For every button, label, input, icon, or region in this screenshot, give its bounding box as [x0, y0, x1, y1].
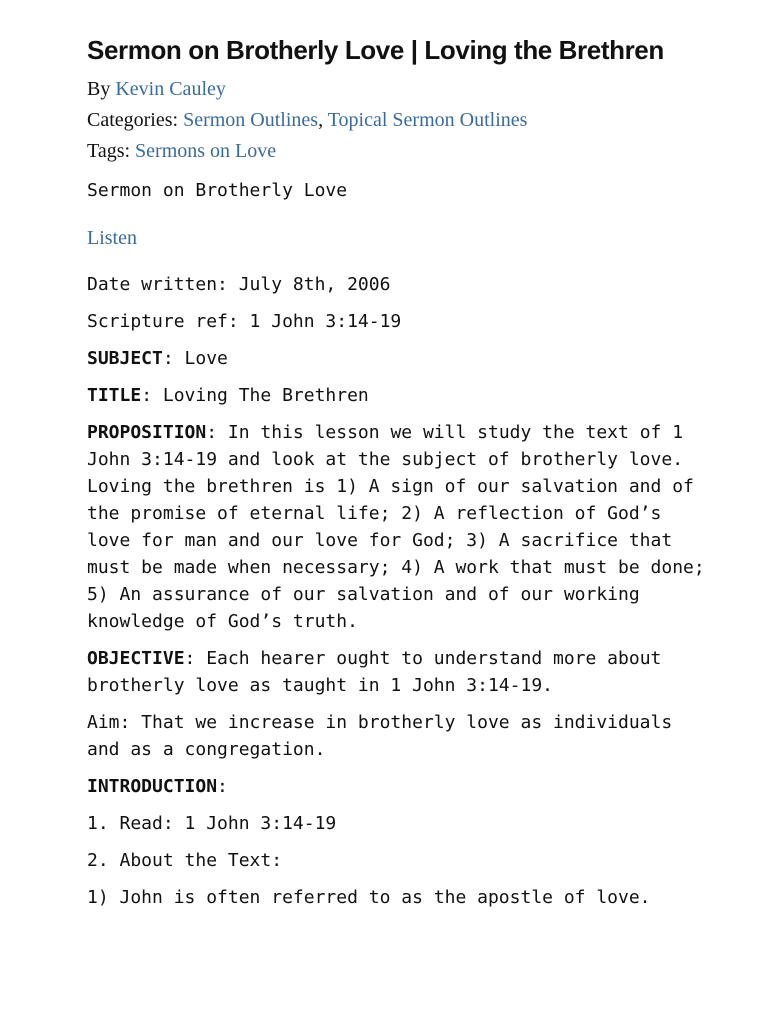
subject-line	[87, 345, 708, 372]
tags	[87, 136, 708, 167]
categories-prefix: Categories:	[87, 109, 184, 131]
proposition-paragraph	[87, 419, 716, 635]
proposition-text: : In this lesson we will study the text of 1 John 3:14-19 and look at the subject of brotherly love. Loving the brethren is 1) A sign of our salvation and of the promise of eternal life; 2) A reflection of God’s love for man and our love for God; 3) A sacrifice that must be made when necessary; 4) A work that must be done; 5) An assurance of our salvation and of our working knowledge of God’s truth.	[87, 422, 716, 632]
introduction-heading	[87, 773, 708, 800]
introduction-colon: :	[217, 776, 228, 797]
listen-paragraph	[87, 223, 708, 254]
sermon-subtitle: Sermon on Brotherly Love	[87, 180, 348, 201]
scripture-ref: Scripture ref: 1 John 3:14-19	[87, 311, 402, 332]
title-line	[87, 382, 708, 409]
byline	[87, 74, 708, 105]
intro-point-2: 2. About the Text:	[87, 850, 283, 871]
sub-point-1: 1) John is often referred to as the apostle of love.	[87, 887, 651, 908]
date-written: Date written: July 8th, 2006	[87, 274, 391, 295]
proposition-label: PROPOSITION	[87, 422, 207, 443]
intro-point-1: 1. Read: 1 John 3:14-19	[87, 813, 337, 834]
title-value: : Loving The Brethren	[141, 385, 369, 406]
objective-label: OBJECTIVE	[87, 648, 185, 669]
subject-value: : Love	[162, 348, 228, 369]
listen-link[interactable]: Listen	[87, 227, 137, 249]
objective-paragraph	[87, 645, 708, 699]
tags-prefix: Tags:	[87, 140, 136, 162]
categories-separator: ,	[318, 109, 328, 131]
subject-label: SUBJECT	[87, 348, 163, 369]
article-title: Sermon on Brotherly Love | Loving the Brethren	[87, 35, 664, 65]
byline-prefix: By	[87, 78, 116, 100]
tag-link-sermons-on-love[interactable]: Sermons on Love	[135, 140, 277, 162]
category-link-topical-sermon-outlines[interactable]: Topical Sermon Outlines	[327, 109, 528, 131]
introduction-label: INTRODUCTION	[87, 776, 218, 797]
category-link-sermon-outlines[interactable]: Sermon Outlines	[183, 109, 319, 131]
title-label: TITLE	[87, 385, 142, 406]
author-link[interactable]: Kevin Cauley	[115, 78, 226, 100]
objective-text: : Each hearer ought to understand more about brotherly love as taught in 1 John 3:14-19.	[87, 648, 673, 696]
categories	[87, 105, 708, 136]
aim-paragraph: Aim: That we increase in brotherly love as individuals and as a congregation.	[87, 712, 684, 760]
